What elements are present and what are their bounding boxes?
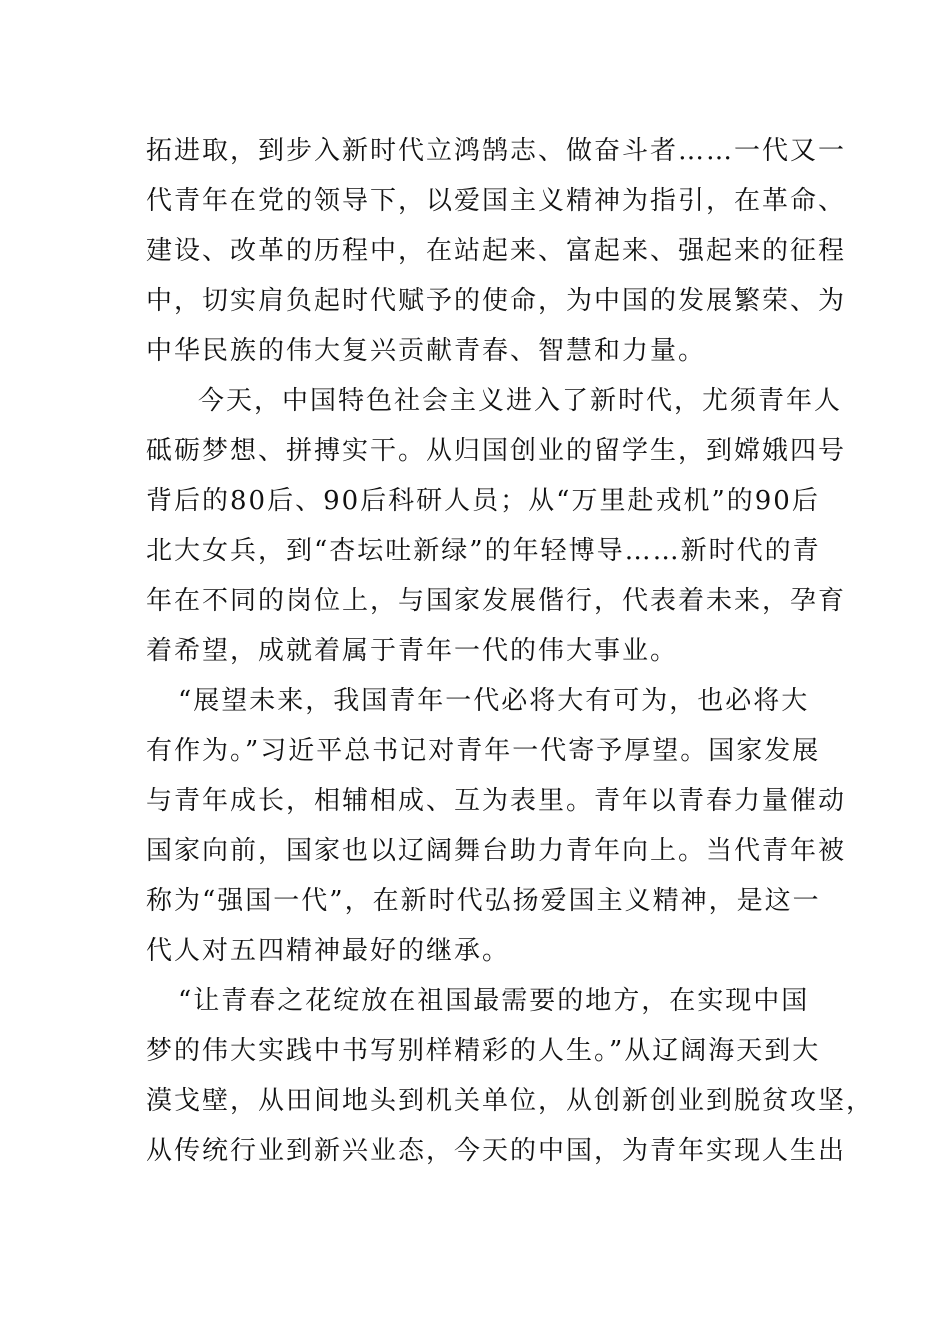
text-line: 北大女兵，到“杏坛吐新绿”的年轻博导……新时代的青	[146, 536, 821, 566]
text-line: 有作为。”习近平总书记对青年一代寄予厚望。国家发展	[146, 736, 821, 766]
text-line: 与青年成长，相辅相成、互为表里。青年以青春力量催动	[146, 786, 847, 816]
paragraph-first-line: “让青春之花绽放在祖国最需要的地方，在实现中国	[178, 986, 810, 1016]
text-line: 年在不同的岗位上，与国家发展偕行，代表着未来，孕育	[146, 586, 847, 616]
text-line: 中华民族的伟大复兴贡献青春、智慧和力量。	[146, 336, 707, 366]
paragraph-first-line: 今天，中国特色社会主义进入了新时代，尤须青年人	[198, 386, 843, 416]
text-line: 漠戈壁，从田间地头到机关单位，从创新创业到脱贫攻坚，	[146, 1086, 875, 1116]
text-line: 代青年在党的领导下，以爱国主义精神为指引，在革命、	[146, 186, 847, 216]
text-line: 背后的80后、90后科研人员；从“万里赴戎机”的90后	[146, 486, 820, 516]
text-line: 国家向前，国家也以辽阔舞台助力青年向上。当代青年被	[146, 836, 847, 866]
text-line: 梦的伟大实践中书写别样精彩的人生。”从辽阔海天到大	[146, 1036, 821, 1066]
text-line: 代人对五四精神最好的继承。	[146, 936, 511, 966]
text-line: 称为“强国一代”，在新时代弘扬爱国主义精神，是这一	[146, 886, 821, 916]
paragraph-first-line: “展望未来，我国青年一代必将大有可为，也必将大	[178, 686, 810, 716]
text-line: 建设、改革的历程中，在站起来、富起来、强起来的征程	[146, 236, 847, 266]
text-line: 从传统行业到新兴业态，今天的中国，为青年实现人生出	[146, 1136, 847, 1166]
text-line: 拓进取，到步入新时代立鸿鹄志、做奋斗者……一代又一	[146, 136, 847, 166]
text-line: 砥砺梦想、拼搏实干。从归国创业的留学生，到嫦娥四号	[146, 436, 847, 466]
text-line: 中，切实肩负起时代赋予的使命，为中国的发展繁荣、为	[146, 286, 847, 316]
text-line: 着希望，成就着属于青年一代的伟大事业。	[146, 636, 679, 666]
